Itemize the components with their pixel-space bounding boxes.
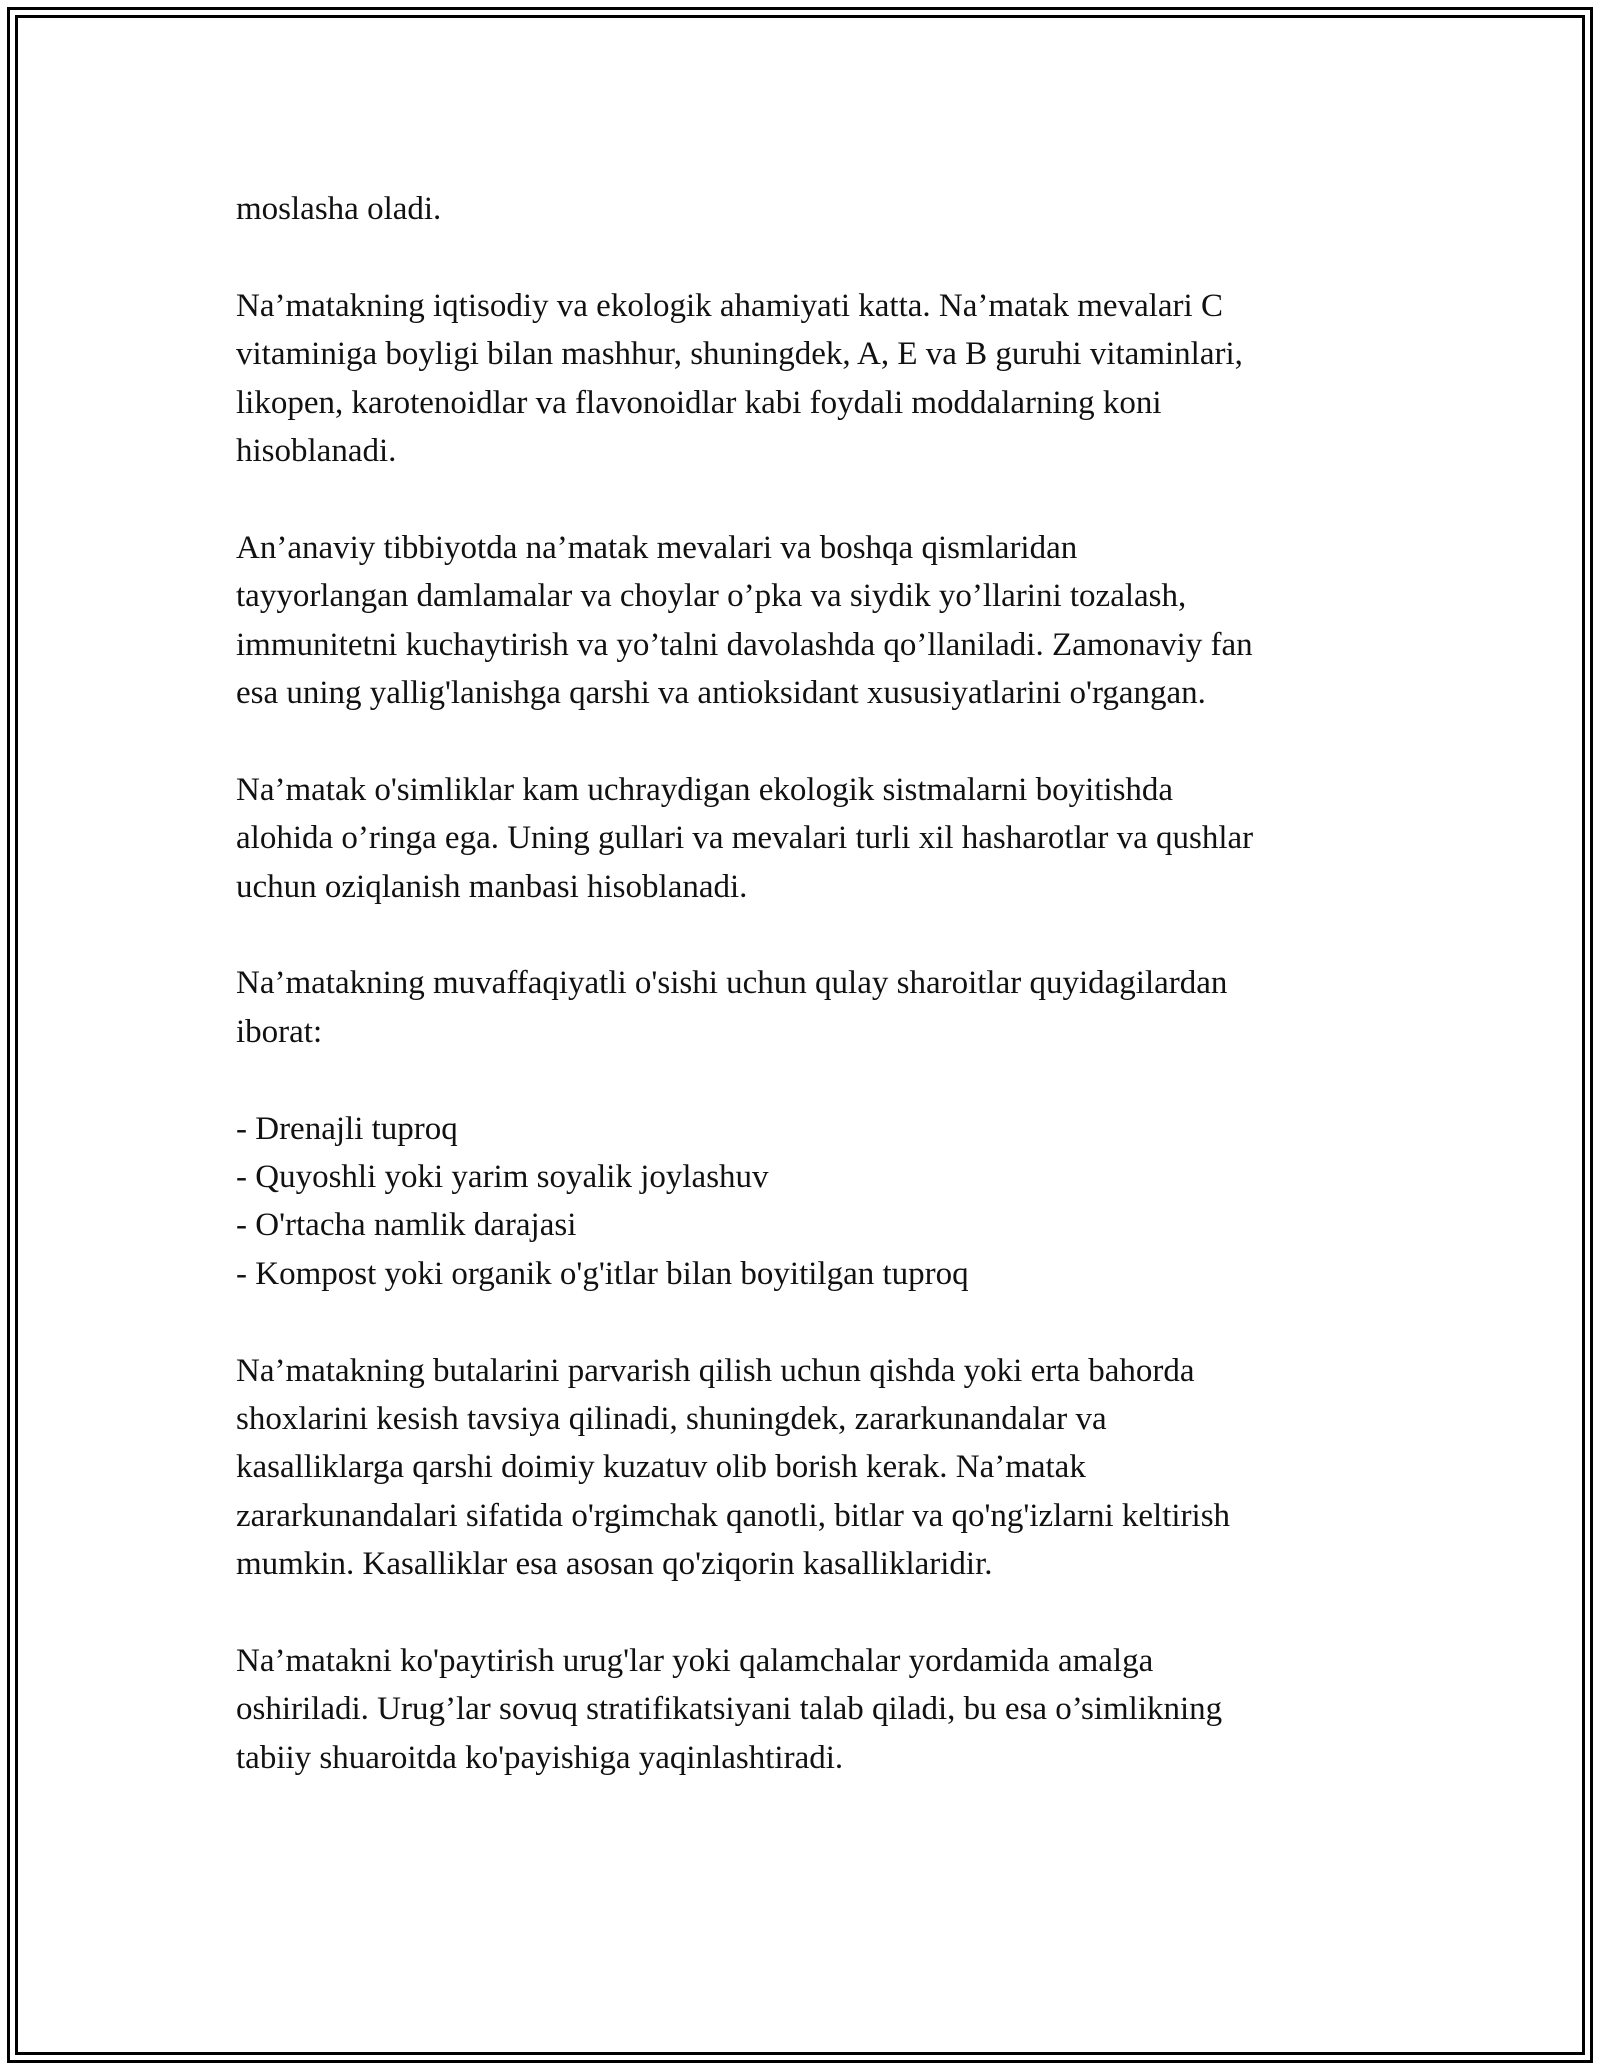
paragraph-growing-conditions-intro: Na’matakning muvaffaqiyatli o'sishi uchun qulay sharoitlar quyidagilardan iborat: [236,965,1228,1050]
list-item: - Quyoshli yoki yarim soyalik joylashuv [236,1159,769,1196]
list-item: - Kompost yoki organik o'g'itlar bilan boyitilgan tuproq [236,1255,969,1292]
paragraph-traditional-medicine: An’anaviy tibbiyotda na’matak mevalari va boshqa qismlaridan tayyorlangan damlamalar va choylar o’pka va siydik yo’llarini tozalash, immunitetni kuchaytirish va yo’talni davolashda qo’llaniladi. Zamonaviy fan esa uning yallig'lanishga qarshi va antioksidant xususiyatlarini o'rgangan. [236,529,1253,712]
paragraph-propagation: Na’matakni ko'paytirish urug'lar yoki qalamchalar yordamida amalga oshiriladi. Urug’lar sovuq stratifikatsiyani talab qiladi, bu esa o’simlikning tabiiy shuaroitda ko'payishiga yaqinlashtiradi. [236,1643,1223,1776]
document-body [236,185,1386,1831]
paragraph-economic-importance: Na’matakning iqtisodiy va ekologik ahamiyati katta. Na’matak mevalari C vitaminiga boyligi bilan mashhur, shuningdek, A, E va B guruhi vitaminlari, likopen, karotenoidlar va flavonoidlar kabi foydali moddalarning koni hisoblanadi. [236,287,1243,470]
paragraph-continuation: moslasha oladi. [236,191,442,227]
paragraph-care-and-pests: Na’matakning butalarini parvarish qilish uchun qishda yoki erta bahorda shoxlarini kesish tavsiya qilinadi, shuningdek, zararkunandalar va kasalliklarga qarshi doimiy kuzatuv olib borish kerak. Na’matak zararkunandalari sifatida o'rgimchak qanotli, bitlar va qo'ng'izlarni keltirish mumkin. Kasalliklar esa asosan qo'ziqorin kasalliklaridir. [236,1352,1231,1583]
paragraph-ecosystem-role: Na’matak o'simliklar kam uchraydigan ekologik sistmalarni boyitishda alohida o’ringa ega. Uning gullari va mevalari turli xil hasharotlar va qushlar uchun oziqlanish manbasi hisoblanadi. [236,771,1254,905]
list-item: - Drenajli tuproq [236,1110,458,1147]
list-item: - O'rtacha namlik darajasi [236,1207,577,1244]
growing-conditions-list [236,1105,1386,1299]
